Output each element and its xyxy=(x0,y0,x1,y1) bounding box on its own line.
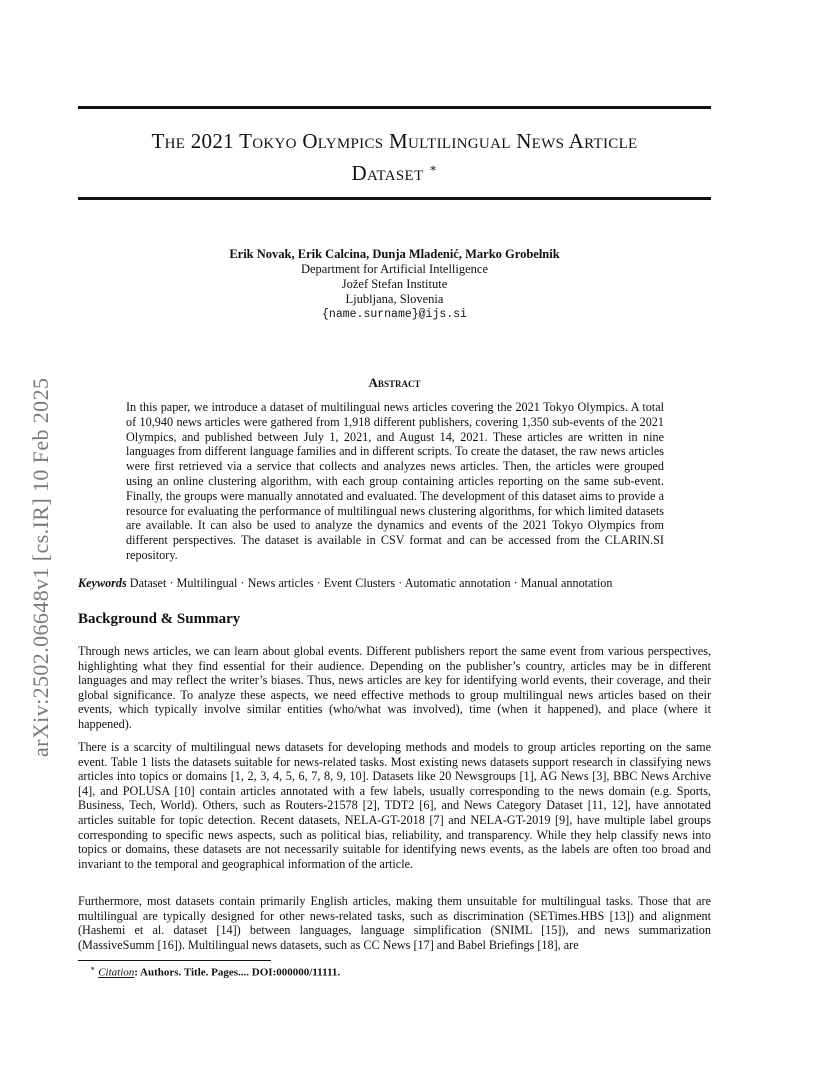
author-institute: Jožef Stefan Institute xyxy=(341,277,448,291)
footnote-text: : Authors. Title. Pages.... DOI:000000/11111. xyxy=(134,966,341,979)
author-department: Department for Artificial Intelligence xyxy=(300,262,489,276)
keywords-line xyxy=(78,576,718,591)
body-paragraph-3: Furthermore, most datasets contain primarily English articles, making them unsuitable for multilingual tasks. Those that are multilingual are typically designed for other news-related tasks, such as discrimination (SETimes.HBS [13]) and alignment (Hashemi et al. dataset [14]) between languages, language simplification (SNIML [15]), and news summarization (MassiveSumm [16]). Multilingual news datasets, such as CC News [17] and Babel Briefings [18], are xyxy=(78,894,711,952)
author-names: Erik Novak, Erik Calcina, Dunja Mladenić, Marko Grobelnik xyxy=(229,247,560,261)
body-paragraph-2: There is a scarcity of multilingual news datasets for developing methods and models to group articles reporting on the same event. Table 1 lists the datasets suitable for news-related tasks. Most existing news datasets support research in classifying news articles into topics or domains [1, 2, 3, 4, 5, 6, 7, 8, 9, 10]. Datasets like 20 Newsgroups [1], AG News [3], BBC News Archive [4], and POLUSA [10] contain articles annotated with a few labels, usually corresponding to the news domain (e.g. Sports, Business, Tech, World). Others, such as Routers-21578 [2], TDT2 [6], and News Category Dataset [11, 12], have annotated articles suitable for topic detection. Recent datasets, NELA-GT-2018 [7] and NELA-GT-2019 [9], have multiple label groups corresponding to specific news aspects, such as political bias, reliability, and transparency. While they help classify news into topics or domains, these datasets are not necessarily suitable for identifying news events, as the labels are often too broad and invariant to the temporal and geographical information of the article. xyxy=(78,740,711,871)
keywords-text: Dataset · Multilingual · News articles · Event Clusters · Automatic annotation · Manual annotation xyxy=(129,576,613,590)
body-paragraph-1: Through news articles, we can learn about global events. Different publishers report the same event from various perspectives, highlighting what they find essential for their audience. Depending on the publisher’s country, articles may be in different languages and may reflect the writer’s biases. Thus, news articles are key for identifying world events, their coverage, and their global significance. To analyze these aspects, we need effective methods to group multilingual news articles based on their events, which typically involve similar entities (who/what was involved), time (when it happened), and place (where it happened). xyxy=(78,644,711,731)
footnote-citation-label: Citation xyxy=(98,966,135,979)
keywords-label: Keywords xyxy=(78,576,127,590)
footnote-marker: ∗ xyxy=(90,964,96,973)
title-bottom-rule xyxy=(78,197,711,200)
section-heading: Background & Summary xyxy=(78,611,241,627)
author-email: {name.surname}@ijs.si xyxy=(322,308,467,321)
arxiv-identifier: arXiv:2502.06648v1 [cs.IR] 10 Feb 2025 xyxy=(28,377,53,757)
title-top-rule xyxy=(78,106,711,109)
footnote-rule xyxy=(78,960,271,961)
author-block xyxy=(78,247,711,322)
title-line-1: The 2021 Tokyo Olympics Multilingual News Article xyxy=(151,129,638,153)
footnote xyxy=(90,964,340,979)
abstract-text: In this paper, we introduce a dataset of multilingual news articles covering the 2021 Tokyo Olympics. A total of 10,940 news articles were gathered from 1,918 different publishers, covering 1,350 sub-events of the 2021 Olympics, and published between July 1, 2021, and August 14, 2021. These articles are written in nine languages from different language families and in different scripts. To create the dataset, the raw news articles were first retrieved via a service that collects and analyzes news articles. Then, the articles were grouped using an online clustering algorithm, with each group containing articles reporting on the same sub-event. Finally, the groups were manually annotated and evaluated. The development of this dataset aims to provide a resource for evaluating the performance of multilingual news clustering algorithms, for which limited datasets are available. It can also be used to analyze the dynamics and events of the 2021 Tokyo Olympics from different perspectives. The dataset is available in CSV format and can be accessed from the CLARIN.SI repository. xyxy=(126,400,664,562)
title-line-2: Dataset xyxy=(351,161,424,185)
paper-title xyxy=(78,128,711,187)
abstract-heading: Abstract xyxy=(368,375,421,390)
title-footnote-marker: ∗ xyxy=(429,161,438,175)
author-city: Ljubljana, Slovenia xyxy=(345,292,444,306)
